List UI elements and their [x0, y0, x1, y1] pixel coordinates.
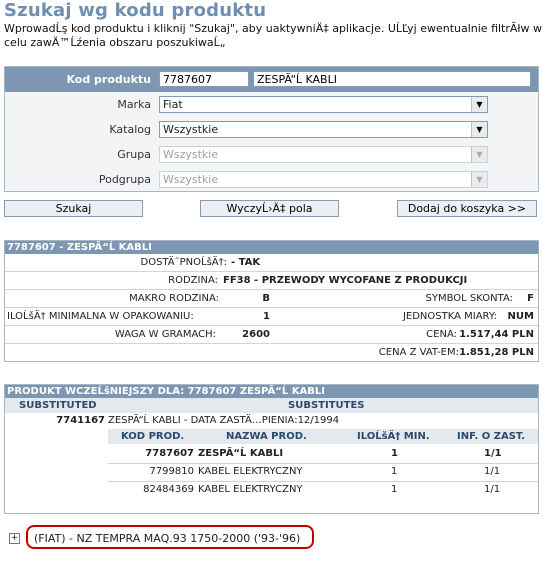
grupa-value: Wszystkie [163, 148, 219, 161]
search-form [4, 66, 539, 192]
podgrupa-select [159, 171, 488, 188]
availability-label: DOSTÄ˜PNOĹšÄ†: [140, 257, 227, 268]
min-quantity-value: 1 [263, 311, 270, 322]
macro-family-value: B [262, 293, 270, 304]
substitutes-panel [4, 384, 539, 514]
family-label: RODZINA: [168, 275, 218, 286]
marka-select[interactable] [159, 96, 488, 113]
marka-value: Fiat [163, 98, 183, 111]
grupa-row [5, 142, 538, 167]
katalog-select[interactable] [159, 121, 488, 138]
marka-row [5, 92, 538, 117]
page-title: Szukaj wg kodu produktu [4, 0, 267, 21]
katalog-row [5, 117, 538, 142]
row-nazwa: KABEL ELEKTRYCZNY [198, 484, 303, 495]
unit-value: NUM [507, 311, 534, 322]
row-nazwa: KABEL ELEKTRYCZNY [198, 466, 303, 477]
podgrupa-row [5, 167, 538, 192]
col-substitutes: SUBSTITUTES [288, 400, 365, 411]
substituted-code: 7741167 [56, 415, 105, 426]
price-value: 1.517,44 PLN [459, 329, 534, 340]
row-nazwa: ZESPÃ“Ĺ KABLI [198, 448, 284, 459]
substitutes-header: PRODUKT WCZEĹšNIEJSZY DLA: 7787607 ZESPÃ“Ĺ KABLI [5, 385, 538, 398]
price-label: CENA: [426, 329, 457, 340]
add-to-cart-button[interactable]: Dodaj do koszyka >> [397, 200, 537, 217]
min-quantity-label: ILOĹšÄ† MINIMALNA W OPAKOWANIU: [7, 311, 194, 322]
row-kod: 7787607 [145, 448, 194, 459]
col-nazwa-prod: NAZWA PROD. [226, 431, 307, 442]
product-detail-header: 7787607 - ZESPÃ“Ĺ KABLI [5, 241, 538, 254]
grupa-select [159, 146, 488, 163]
marka-label: Marka [117, 98, 151, 111]
substitute-description: ZESPÃ“Ĺ KABLI - DATA ZASTÄ…PIENIA:12/1994 [108, 415, 340, 426]
row-kod: 82484369 [143, 484, 194, 495]
substitutes-column-header [5, 398, 538, 413]
intro-text: WprowadĹş kod produktu i kliknij "Szukaj", aby uaktywniÄ‡ aplikacje. UĹĽyj ewentualnie filtrĂłw w celu zawÄ™Ĺźenia obszaru poszukiwaĹ„ [4, 22, 543, 49]
product-detail-panel [4, 240, 539, 362]
col-ilosc-min: ILOĹšÄ† MIN. [357, 431, 430, 442]
katalog-value: Wszystkie [163, 123, 219, 136]
row-inf: 1/1 [484, 466, 501, 477]
price-vat-label: CENA Z VAT-EM: [378, 347, 459, 358]
table-row [108, 464, 538, 482]
expand-icon[interactable]: + [10, 533, 19, 543]
katalog-label: Katalog [109, 123, 151, 136]
unit-label: JEDNOSTKA MIARY: [402, 311, 497, 322]
kod-produktu-input[interactable]: 7787607 [159, 71, 249, 87]
podgrupa-label: Podgrupa [98, 173, 151, 186]
row-ilosc: 1 [391, 466, 398, 477]
col-kod-prod: KOD PROD. [121, 431, 185, 442]
weight-label: WAGA W GRAMACH: [114, 329, 216, 340]
inner-table-header [108, 429, 538, 444]
clear-fields-button[interactable]: WyczyĹ›Ä‡ pola [200, 200, 339, 217]
product-name-input[interactable]: ZESPÃ“Ĺ KABLI [253, 71, 531, 87]
table-row [108, 446, 538, 464]
table-row [108, 482, 538, 499]
price-vat-value: 1.851,28 PLN [459, 347, 534, 358]
discount-symbol-label: SYMBOL SKONTA: [425, 293, 513, 304]
discount-symbol-value: F [527, 293, 534, 304]
macro-family-label: MAKRO RODZINA: [129, 293, 219, 304]
row-kod: 7799810 [149, 466, 194, 477]
col-inf-zast: INF. O ZAST. [457, 431, 526, 442]
chevron-down-icon[interactable]: ▼ [471, 122, 487, 137]
grupa-label: Grupa [117, 148, 151, 161]
row-inf: 1/1 [484, 448, 502, 459]
chevron-down-icon: ▼ [471, 172, 487, 187]
chevron-down-icon: ▼ [471, 147, 487, 162]
vehicle-application-link[interactable]: (FIAT) - NZ TEMPRA MAQ.93 1750-2000 ('93-'96) [26, 525, 314, 549]
podgrupa-value: Wszystkie [163, 173, 219, 186]
family-row [5, 271, 538, 289]
availability-value: - TAK [231, 257, 261, 268]
row-ilosc: 1 [391, 484, 398, 495]
col-substituted: SUBSTITUTED [19, 400, 97, 411]
price-vat-row [5, 343, 538, 361]
availability-row [5, 254, 538, 271]
substitutes-grid [5, 413, 538, 513]
family-value: FF38 - PRZEWODY WYCOFANE Z PRODUKCJI [223, 275, 468, 286]
row-ilosc: 1 [391, 448, 398, 459]
weight-row [5, 325, 538, 343]
chevron-down-icon[interactable]: ▼ [471, 97, 487, 112]
min-quantity-row [5, 307, 538, 325]
kod-produktu-row [5, 67, 538, 92]
macro-family-row [5, 289, 538, 307]
row-inf: 1/1 [484, 484, 501, 495]
kod-produktu-label: Kod produktu [66, 73, 151, 86]
weight-value: 2600 [242, 329, 270, 340]
search-button[interactable]: Szukaj [4, 200, 143, 217]
